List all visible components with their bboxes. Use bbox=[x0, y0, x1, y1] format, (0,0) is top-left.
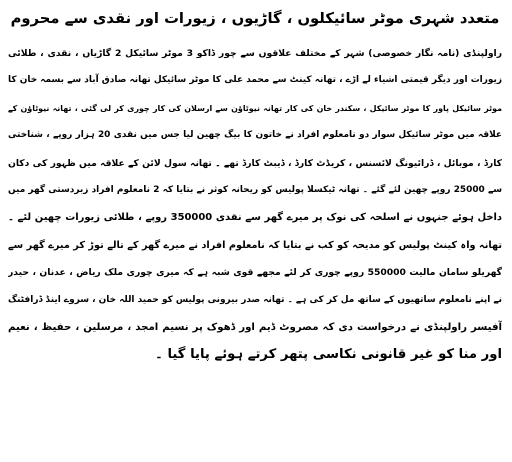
article-line-3: موٹر سائیکل پاور کا موٹر سائیکل ، سکندر خان کی کار تھانہ نیوٹاؤن سے ارسلان کی کار چوری کر لی گئی ، تھانہ نیوٹاؤن کے bbox=[8, 103, 502, 113]
article-line-10: نے اپنے نامعلوم ساتھیوں کے ساتھ مل کر کی ہے ۔ تھانہ صدر بیرونی پولیس کو حمید اللہ خان ، سروے اینڈ ڈرافٹنگ bbox=[8, 294, 502, 305]
article-line-5: کارڈ ، موبائل ، ڈرائیونگ لائسنس ، کریڈٹ کارڈ ، ڈیبٹ کارڈ تھے ۔ تھانہ سول لائن کے علاقہ میں ظہور کی دکان bbox=[8, 157, 502, 169]
article-line-9: گھریلو سامان مالیت 550000 روپے چوری کر لئے مجھے قوی شبہ ہے کہ میری چوری ملک ریاض ، عدنان ، حیدر bbox=[8, 267, 502, 279]
article-line-7: داخل ہوئے جنہوں نے اسلحہ کی نوک پر میرے گھر سے نقدی 350000 روپے ، طلائی زیورات چھین لئے ۔ bbox=[8, 212, 502, 224]
article-body bbox=[8, 40, 502, 369]
article-line-8: تھانہ واہ کینٹ پولیس کو مدیحہ کو کب نے بتایا کہ نامعلوم افراد نے میرے گھر کے تالے توڑ کر میرے گھر سے bbox=[8, 239, 502, 251]
article-line-2: زیورات اور دیگر قیمتی اشیاء لے اڑے ، تھانہ کینٹ سے محمد علی کا موٹر سائیکل تھانہ صادق آباد سے بسمہ خان کا bbox=[8, 75, 502, 86]
article-line-11: آفیسر راولپنڈی نے درخواست دی کہ مصروٹ ڈیم اور ڈھوک پر نسیم امجد ، مرسلین ، حفیظ ، نعیم bbox=[8, 321, 502, 333]
article-line-6: سے 25000 روپے چھین لئے گئے ۔ تھانہ ٹیکسلا پولیس کو ریحانہ کوثر نے بتایا کہ 2 نامعلوم افراد زبردستی گھر میں bbox=[8, 184, 502, 195]
article-headline: متعدد شہری موٹر سائیکلوں ، گاڑیوں ، زیورات اور نقدی سے محروم bbox=[10, 10, 500, 27]
article-line-1: راولپنڈی (نامہ نگار خصوصی) شہر کے مختلف علاقوں سے چور ڈاکو 3 موٹر سائیکل 2 گاڑیاں ، نقدی ، طلائی bbox=[8, 48, 502, 59]
article-line-4: علاقہ میں موٹر سائیکل سوار دو نامعلوم افراد نے خاتون کا بیگ چھین لیا جس میں نقدی 20 ہزار روپے ، شناختی bbox=[8, 130, 502, 141]
article-line-12: اور منا کو غیر قانونی نکاسی پتھر کرتے ہوئے پایا گیا ۔ bbox=[155, 347, 502, 363]
